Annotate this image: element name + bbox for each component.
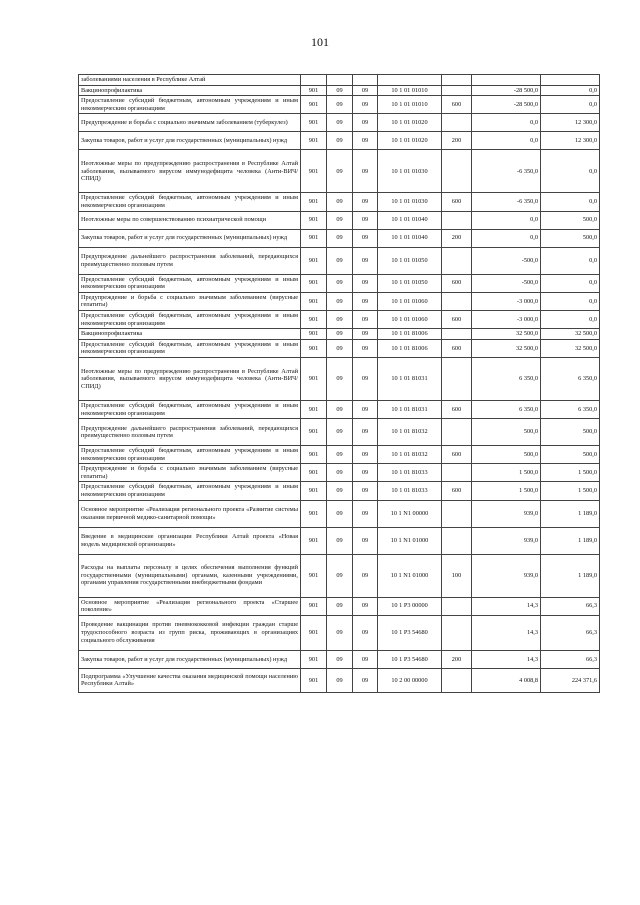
cell-ministry: 901 (301, 132, 327, 150)
cell-name: Предоставление субсидий бюджетным, автономным учреждениям и иным некоммерческим организациям (79, 482, 301, 500)
cell-section: 09 (327, 615, 353, 650)
cell-amount-2: 1 500,0 (541, 482, 600, 500)
cell-amount-2: 0,0 (541, 96, 600, 114)
cell-expense-type: 600 (442, 193, 472, 211)
cell-expense-type (442, 85, 472, 96)
cell-amount-2: 0,0 (541, 274, 600, 292)
cell-target-code: 10 1 01 81031 (378, 357, 442, 400)
table-row (79, 150, 600, 193)
cell-amount-1: 1 500,0 (472, 464, 541, 482)
cell-target-code: 10 1 01 81033 (378, 482, 442, 500)
cell-subsection: 09 (353, 85, 378, 96)
cell-expense-type: 600 (442, 310, 472, 328)
cell-subsection: 09 (353, 229, 378, 247)
cell-section: 09 (327, 357, 353, 400)
cell-amount-2: 12 300,0 (541, 114, 600, 132)
cell-expense-type: 200 (442, 132, 472, 150)
cell-ministry: 901 (301, 650, 327, 668)
cell-ministry: 901 (301, 211, 327, 229)
cell-ministry: 901 (301, 482, 327, 500)
table-row (79, 554, 600, 597)
cell-name: Предоставление субсидий бюджетным, автономным учреждениям и иным некоммерческим организациям (79, 274, 301, 292)
cell-amount-1: -500,0 (472, 274, 541, 292)
table-row (79, 292, 600, 310)
cell-name: Предупреждение дальнейшего распространения заболеваний, передающихся преимущественно половым путем (79, 247, 301, 274)
cell-name: Расходы на выплаты персоналу в целях обеспечения выполнения функций государственными (муниципальными) органами, казенными учреждениями, органами управления государственными внебюджетными фондами (79, 554, 301, 597)
cell-expense-type: 600 (442, 482, 472, 500)
cell-expense-type (442, 292, 472, 310)
cell-expense-type (442, 150, 472, 193)
page-number: 101 (311, 35, 329, 49)
cell-target-code: 10 1 01 81032 (378, 419, 442, 446)
cell-ministry: 901 (301, 357, 327, 400)
cell-target-code: 10 1 P3 54680 (378, 650, 442, 668)
cell-ministry (301, 75, 327, 86)
cell-expense-type (442, 464, 472, 482)
cell-ministry: 901 (301, 419, 327, 446)
cell-target-code: 10 1 01 01050 (378, 247, 442, 274)
cell-amount-1: -28 500,0 (472, 96, 541, 114)
cell-amount-2: 6 350,0 (541, 400, 600, 418)
cell-amount-1: 6 350,0 (472, 357, 541, 400)
cell-amount-1: 14,3 (472, 615, 541, 650)
cell-expense-type: 600 (442, 339, 472, 357)
cell-name: Предупреждение и борьба с социально значимым заболеванием (вирусные гепатиты) (79, 464, 301, 482)
cell-amount-2: 1 189,0 (541, 554, 600, 597)
cell-amount-1: -500,0 (472, 247, 541, 274)
cell-amount-2: 1 500,0 (541, 464, 600, 482)
cell-section: 09 (327, 527, 353, 554)
cell-target-code: 10 1 N1 01000 (378, 554, 442, 597)
cell-ministry: 901 (301, 400, 327, 418)
cell-name: Вакцинопрофилактика (79, 85, 301, 96)
cell-name: Предупреждение и борьба с социально значимым заболеванием (вирусные гепатиты) (79, 292, 301, 310)
cell-section: 09 (327, 310, 353, 328)
cell-amount-1: 14,3 (472, 650, 541, 668)
cell-amount-1: 939,0 (472, 554, 541, 597)
cell-ministry: 901 (301, 85, 327, 96)
cell-target-code: 10 1 01 01010 (378, 85, 442, 96)
cell-subsection: 09 (353, 668, 378, 692)
cell-amount-2 (541, 75, 600, 86)
cell-expense-type (442, 500, 472, 527)
cell-amount-2: 66,3 (541, 597, 600, 615)
cell-amount-1: 0,0 (472, 132, 541, 150)
table-row (79, 211, 600, 229)
cell-name: Основное мероприятие «Реализация регионального проекта «Развитие системы оказания первичной медико-санитарной помощи» (79, 500, 301, 527)
cell-target-code: 10 1 01 01010 (378, 96, 442, 114)
cell-name: Закупка товаров, работ и услуг для государственных (муниципальных) нужд (79, 650, 301, 668)
table-row (79, 114, 600, 132)
cell-section (327, 75, 353, 86)
cell-section: 09 (327, 114, 353, 132)
cell-name: заболеваниями населения в Республике Алтай (79, 75, 301, 86)
table-row (79, 597, 600, 615)
cell-section: 09 (327, 446, 353, 464)
cell-amount-2: 0,0 (541, 247, 600, 274)
cell-amount-2: 0,0 (541, 292, 600, 310)
cell-expense-type (442, 211, 472, 229)
cell-amount-2: 0,0 (541, 310, 600, 328)
cell-amount-2: 32 500,0 (541, 329, 600, 340)
cell-section: 09 (327, 339, 353, 357)
cell-amount-2: 500,0 (541, 446, 600, 464)
table-row (79, 446, 600, 464)
cell-target-code: 10 2 00 00000 (378, 668, 442, 692)
cell-section: 09 (327, 150, 353, 193)
cell-amount-1: 500,0 (472, 446, 541, 464)
table-row (79, 357, 600, 400)
cell-amount-1: 939,0 (472, 527, 541, 554)
cell-target-code: 10 1 01 01020 (378, 132, 442, 150)
table-row (79, 400, 600, 418)
cell-section: 09 (327, 132, 353, 150)
cell-amount-1: 1 500,0 (472, 482, 541, 500)
table-row (79, 329, 600, 340)
cell-target-code: 10 1 01 01040 (378, 229, 442, 247)
cell-amount-1: 6 350,0 (472, 400, 541, 418)
cell-subsection (353, 75, 378, 86)
cell-ministry: 901 (301, 96, 327, 114)
cell-expense-type (442, 615, 472, 650)
table-row (79, 482, 600, 500)
cell-target-code: 10 1 P3 00000 (378, 597, 442, 615)
cell-subsection: 09 (353, 464, 378, 482)
cell-amount-2: 0,0 (541, 193, 600, 211)
cell-subsection: 09 (353, 114, 378, 132)
cell-name: Предоставление субсидий бюджетным, автономным учреждениям и иным некоммерческим организациям (79, 446, 301, 464)
cell-amount-2: 6 350,0 (541, 357, 600, 400)
cell-amount-2: 500,0 (541, 211, 600, 229)
cell-section: 09 (327, 96, 353, 114)
cell-ministry: 901 (301, 464, 327, 482)
cell-expense-type: 200 (442, 229, 472, 247)
cell-name: Предоставление субсидий бюджетным, автономным учреждениям и иным некоммерческим организациям (79, 310, 301, 328)
cell-target-code: 10 1 01 01040 (378, 211, 442, 229)
cell-expense-type: 600 (442, 400, 472, 418)
cell-expense-type (442, 329, 472, 340)
table-row (79, 527, 600, 554)
cell-subsection: 09 (353, 500, 378, 527)
cell-section: 09 (327, 668, 353, 692)
cell-amount-1: -28 500,0 (472, 85, 541, 96)
cell-expense-type (442, 114, 472, 132)
cell-name: Введение в медицинские организации Республики Алтай проекта «Новая модель медицинской организации» (79, 527, 301, 554)
cell-expense-type (442, 419, 472, 446)
cell-subsection: 09 (353, 132, 378, 150)
cell-section: 09 (327, 554, 353, 597)
cell-amount-2: 66,3 (541, 615, 600, 650)
cell-amount-1: 4 008,8 (472, 668, 541, 692)
cell-name: Закупка товаров, работ и услуг для государственных (муниципальных) нужд (79, 229, 301, 247)
cell-amount-2: 1 189,0 (541, 500, 600, 527)
cell-amount-1: 14,3 (472, 597, 541, 615)
cell-expense-type (442, 357, 472, 400)
cell-section: 09 (327, 247, 353, 274)
cell-target-code: 10 1 01 01030 (378, 193, 442, 211)
cell-ministry: 901 (301, 292, 327, 310)
cell-section: 09 (327, 597, 353, 615)
cell-amount-1 (472, 75, 541, 86)
table-row (79, 419, 600, 446)
table-row (79, 75, 600, 86)
cell-expense-type (442, 247, 472, 274)
cell-subsection: 09 (353, 310, 378, 328)
cell-subsection: 09 (353, 329, 378, 340)
cell-ministry: 901 (301, 615, 327, 650)
cell-subsection: 09 (353, 357, 378, 400)
cell-ministry: 901 (301, 668, 327, 692)
cell-amount-1: 0,0 (472, 114, 541, 132)
cell-amount-2: 500,0 (541, 229, 600, 247)
cell-expense-type (442, 597, 472, 615)
cell-amount-2: 224 371,6 (541, 668, 600, 692)
cell-ministry: 901 (301, 339, 327, 357)
cell-subsection: 09 (353, 419, 378, 446)
cell-section: 09 (327, 193, 353, 211)
cell-ministry: 901 (301, 527, 327, 554)
cell-section: 09 (327, 274, 353, 292)
cell-ministry: 901 (301, 554, 327, 597)
cell-expense-type (442, 75, 472, 86)
cell-name: Проведение вакцинации против пневмококковой инфекции граждан старше трудоспособного возраста из групп риска, проживающих в организациях социального обслуживания (79, 615, 301, 650)
cell-section: 09 (327, 464, 353, 482)
cell-subsection: 09 (353, 400, 378, 418)
cell-amount-2: 32 500,0 (541, 339, 600, 357)
cell-section: 09 (327, 211, 353, 229)
cell-amount-1: -3 000,0 (472, 310, 541, 328)
cell-ministry: 901 (301, 310, 327, 328)
cell-name: Неотложные меры по предупреждению распространения в Республике Алтай заболевания, вызываемого вирусом иммунодефицита человека (Анти-ВИЧ/СПИД) (79, 357, 301, 400)
cell-amount-1: 939,0 (472, 500, 541, 527)
cell-expense-type (442, 668, 472, 692)
table-row (79, 247, 600, 274)
table-row (79, 464, 600, 482)
cell-section: 09 (327, 400, 353, 418)
cell-subsection: 09 (353, 247, 378, 274)
cell-target-code: 10 1 01 81032 (378, 446, 442, 464)
cell-subsection: 09 (353, 193, 378, 211)
cell-amount-1: -3 000,0 (472, 292, 541, 310)
cell-section: 09 (327, 482, 353, 500)
cell-amount-2: 500,0 (541, 419, 600, 446)
cell-amount-1: -6 350,0 (472, 150, 541, 193)
cell-subsection: 09 (353, 554, 378, 597)
table-row (79, 132, 600, 150)
cell-subsection: 09 (353, 96, 378, 114)
cell-target-code: 10 1 01 81006 (378, 339, 442, 357)
cell-name: Предупреждение и борьба с социально значимым заболеванием (туберкулез) (79, 114, 301, 132)
cell-section: 09 (327, 329, 353, 340)
cell-amount-1: -6 350,0 (472, 193, 541, 211)
table-row (79, 85, 600, 96)
cell-target-code: 10 1 01 01060 (378, 292, 442, 310)
cell-subsection: 09 (353, 150, 378, 193)
cell-target-code (378, 75, 442, 86)
cell-target-code: 10 1 N1 01000 (378, 527, 442, 554)
cell-target-code: 10 1 01 81031 (378, 400, 442, 418)
cell-amount-2: 66,3 (541, 650, 600, 668)
cell-target-code: 10 1 N1 00000 (378, 500, 442, 527)
cell-name: Подпрограмма «Улучшение качества оказания медицинской помощи населению Республики Алтай» (79, 668, 301, 692)
cell-subsection: 09 (353, 527, 378, 554)
table-row (79, 229, 600, 247)
cell-name: Неотложные меры по совершенствованию психиатрической помощи (79, 211, 301, 229)
cell-amount-2: 1 189,0 (541, 527, 600, 554)
cell-subsection: 09 (353, 615, 378, 650)
cell-target-code: 10 1 01 81006 (378, 329, 442, 340)
cell-amount-1: 0,0 (472, 211, 541, 229)
cell-amount-2: 0,0 (541, 85, 600, 96)
cell-section: 09 (327, 419, 353, 446)
cell-subsection: 09 (353, 274, 378, 292)
cell-amount-1: 500,0 (472, 419, 541, 446)
cell-name: Предупреждение дальнейшего распространения заболеваний, передающихся преимущественно половым путем (79, 419, 301, 446)
cell-subsection: 09 (353, 482, 378, 500)
cell-ministry: 901 (301, 329, 327, 340)
cell-name: Закупка товаров, работ и услуг для государственных (муниципальных) нужд (79, 132, 301, 150)
cell-expense-type: 600 (442, 274, 472, 292)
cell-name: Неотложные меры по предупреждению распространения в Республике Алтай заболевания, вызываемого вирусом иммунодефицита человека (Анти-ВИЧ/СПИД) (79, 150, 301, 193)
cell-ministry: 901 (301, 247, 327, 274)
cell-ministry: 901 (301, 500, 327, 527)
cell-section: 09 (327, 650, 353, 668)
cell-amount-1: 0,0 (472, 229, 541, 247)
cell-section: 09 (327, 500, 353, 527)
cell-name: Предоставление субсидий бюджетным, автономным учреждениям и иным некоммерческим организациям (79, 193, 301, 211)
cell-name: Предоставление субсидий бюджетным, автономным учреждениям и иным некоммерческим организациям (79, 400, 301, 418)
cell-subsection: 09 (353, 211, 378, 229)
cell-name: Основное мероприятие «Реализация регионального проекта «Старшее поколение» (79, 597, 301, 615)
cell-ministry: 901 (301, 597, 327, 615)
table-row (79, 310, 600, 328)
budget-table (78, 74, 600, 693)
cell-amount-1: 32 500,0 (472, 339, 541, 357)
table-row (79, 668, 600, 692)
cell-section: 09 (327, 292, 353, 310)
cell-ministry: 901 (301, 114, 327, 132)
cell-ministry: 901 (301, 150, 327, 193)
cell-section: 09 (327, 85, 353, 96)
table-row (79, 650, 600, 668)
cell-ministry: 901 (301, 274, 327, 292)
cell-amount-1: 32 500,0 (472, 329, 541, 340)
cell-subsection: 09 (353, 339, 378, 357)
cell-ministry: 901 (301, 193, 327, 211)
cell-ministry: 901 (301, 229, 327, 247)
cell-expense-type: 200 (442, 650, 472, 668)
table-row (79, 615, 600, 650)
cell-expense-type: 100 (442, 554, 472, 597)
cell-amount-2: 12 300,0 (541, 132, 600, 150)
table-row (79, 274, 600, 292)
cell-amount-2: 0,0 (541, 150, 600, 193)
table-row (79, 96, 600, 114)
cell-ministry: 901 (301, 446, 327, 464)
cell-subsection: 09 (353, 446, 378, 464)
cell-expense-type: 600 (442, 96, 472, 114)
cell-subsection: 09 (353, 597, 378, 615)
table-row (79, 339, 600, 357)
table-body (79, 75, 600, 693)
cell-target-code: 10 1 01 81033 (378, 464, 442, 482)
cell-name: Вакцинопрофилактика (79, 329, 301, 340)
table-row (79, 193, 600, 211)
cell-subsection: 09 (353, 292, 378, 310)
cell-target-code: 10 1 P3 54680 (378, 615, 442, 650)
cell-expense-type (442, 527, 472, 554)
cell-target-code: 10 1 01 01060 (378, 310, 442, 328)
cell-subsection: 09 (353, 650, 378, 668)
cell-section: 09 (327, 229, 353, 247)
cell-expense-type: 600 (442, 446, 472, 464)
cell-name: Предоставление субсидий бюджетным, автономным учреждениям и иным некоммерческим организациям (79, 96, 301, 114)
cell-target-code: 10 1 01 01020 (378, 114, 442, 132)
cell-name: Предоставление субсидий бюджетным, автономным учреждениям и иным некоммерческим организациям (79, 339, 301, 357)
table-row (79, 500, 600, 527)
cell-target-code: 10 1 01 01030 (378, 150, 442, 193)
cell-target-code: 10 1 01 01050 (378, 274, 442, 292)
